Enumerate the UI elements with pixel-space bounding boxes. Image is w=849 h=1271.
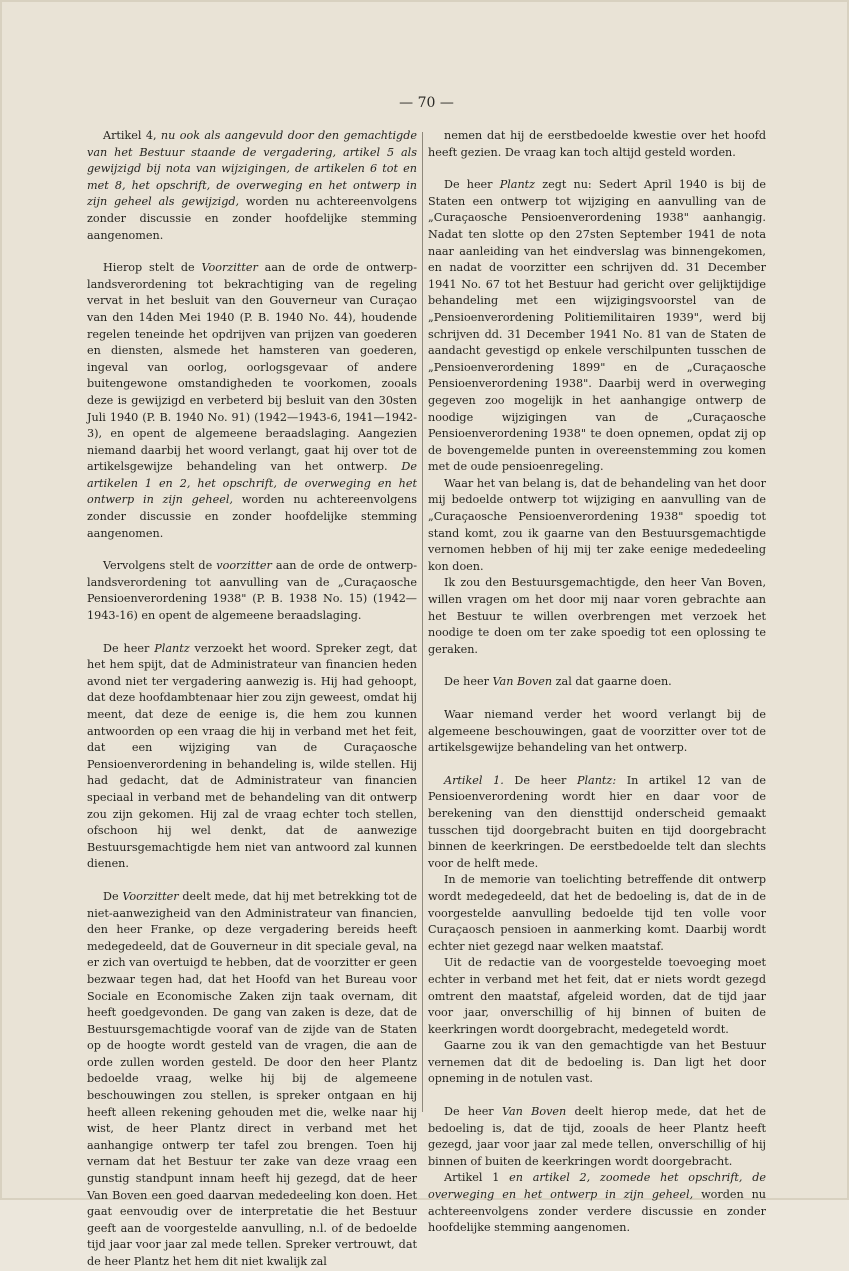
text-run: Waar niemand verder het woord verlangt bij de algemeene beschouwingen, gaat de voorzitter over tot de artikelsgewijze behandeling van het ontwerp. [428,708,766,755]
paragraph [428,872,766,955]
paragraph [428,1104,766,1170]
italic-text: Plantz [499,178,536,192]
text-run: aan de orde de ontwerp-landsverordening tot aanvulling van de „Curaçaosche Pensioenverordening 1938" (P. B. 1938 No. 15) (1942—1943-16) en opent de algemeene beraadslaging. [87,559,418,623]
text-run: verzoekt het woord. Spreker zegt, dat het hem spijt, dat de Administrateur van financien heden avond niet ter vergadering aanwezig is. Hij had gehoopt, dat deze hoofdambtenaar hier zou zijn geweest, omdat hij meent, dat deze de eenige is, die hem zou kunnen antwoorden op een vraag die hij in verband met het feit, dat een wijziging van de Curaçaosche Pensioenverordening in behandeling is, wilde stellen. Hij had gedacht, dat de Administrateur van financien speciaal in verband met de behandeling van dit ontwerp zou zijn gekomen. Hij zal de vraag echter toch stellen, ofschoon hij wel denkt, dat de aanwezige Bestuursgemachtigde hem niet van antwoord zal kunnen dienen. [87,641,417,871]
text-run: Uit de redactie van de voorgestelde toevoeging moet echter in verband met het feit, dat er niets wordt gezegd omtrent den maatstaf, afgeleid worden, dat de tijd jaar voor jaar, onverschillig of hij binnen of buiten de keerkringen wordt doorgebracht, medegeteld wordt. [428,956,766,1036]
italic-text: Van Boven [492,675,553,689]
text-run: deelt mede, dat hij met betrekking tot de niet-aanwezigheid van den Administrateur van financien, den heer Franke, op deze vergadering bereids heeft medegedeeld, dat de Gouverneur in dit speciale geval, na er zich van overtuigd te hebben, dat de voorzitter er geen bezwaar tegen had, dat het Hoofd van het Bureau voor Sociale en Economische Zaken zijn taak overnam, dit heeft goedgevonden. De gang van zaken is deze, dat de Bestuursgemachtigde vooraf van de zijde van de Staten op de hoogte wordt gesteld van de vragen, die aan de orde zullen worden gesteld. De door den heer Plantz bedoelde vraag, welke hij bij de algemeene beschouwingen zou stellen, is spreker ontgaan en hij heeft alleen rekening gehouden met die, welke naar hij wist, de heer Plantz direct in verband met het aanhangige ontwerp ter tafel zou brengen. Toen hij vernam dat het Bestuur ter zake van deze vraag een gunstig standpunt innam heeft hij gezegd, dat de heer Van Boven een goed daarvan mededeeling kon doen. Het gaat eenvoudig over de interpretatie die het Bestuur geeft aan de voorgestelde aanvulling, n.l. of de bedoelde tijd jaar voor jaar zal mede tellen. Spreker vertrouwt, dat de heer Plantz het hem dit niet kwalijk zal [87,889,417,1268]
italic-text: Plantz [154,641,190,655]
text-run: In de memorie van toelichting betreffende dit ontwerp wordt medegedeeld, dat het de bedoeling is, dat de in de voorgestelde aanvulling bedoelde tijd ten volle voor Curaçaosch pensioen in aanmerking komt. Daarbij wordt echter niet gezegd naar welken maatstaf. [428,873,766,953]
italic-text: nu ook als aangevuld door den gemachtigde van het Bestuur staande de vergadering, artikel 5 als gewijzigd bij nota van wijzigingen, de artikelen 6 tot en met 8, het opschrift, de overweging en het ontwerp in zijn geheel als gewijzigd, [87,129,417,209]
italic-text: Artikel 1. [444,773,504,787]
text-run: zal dat gaarne doen. [552,675,672,689]
text-run: De [103,889,123,903]
text-run: Gaarne zou ik van den gemachtigde van het Bestuur vernemen dat dit de bedoeling is. Dan ligt het door opneming in de notulen vast. [428,1039,766,1086]
text-run: De heer [503,773,577,787]
text-run: nemen dat hij de eerstbedoelde kwestie over het hoofd heeft gezien. De vraag kan toch altijd gesteld worden. [428,129,766,159]
text-run: worden nu achtereenvolgens zonder discussie en zonder hoofdelijke stemming aangenomen. [87,195,418,242]
italic-text: Plantz: [576,773,617,787]
paragraph [87,260,417,542]
text-run: Waar het van belang is, dat de behandeling van het door mij bedoelde ontwerp tot wijziging en aanvulling van de „Curaçaosche Pensioenverordening 1938" spoedig tot stand komt, zou ik gaarne van den Bestuursgemachtigde vernomen hebben of hij mij ter zake eenige mededeeling kon doen. [428,476,766,573]
paragraph [428,707,766,757]
page-number: — 70 — [399,95,454,111]
text-run: Ik zou den Bestuursgemachtigde, den heer Van Boven, willen vragen om het door mij naar voren gebrachte aan het Bestuur te willen overbrengen met verzoek het noodige te doen om ter zake spoedig tot een oplossing te geraken. [428,576,766,656]
paragraph [87,641,417,873]
left-column [87,128,417,1271]
text-run: Artikel 4, [103,129,161,142]
text-run: worden nu achtereenvolgens zonder discussie en zonder hoofdelijke stemming aangenomen. [87,493,417,540]
paragraph [428,575,766,658]
italic-text: De artikelen 1 en 2, het opschrift, de overweging en het ontwerp in zijn geheel, [87,460,417,507]
paragraph [428,476,766,576]
paragraph [87,128,417,244]
paragraph [87,889,417,1271]
text-run: worden nu achtereenvolgens zonder verdere discussie en zonder hoofdelijke stemming aangenomen. [428,1188,767,1235]
text-run: Hierop stelt de [103,261,202,275]
paragraph [428,1038,766,1088]
italic-text: Voorzitter [201,261,258,275]
text-run: zegt nu: Sedert April 1940 is bij de Staten een ontwerp tot wijziging en aanvulling van de „Curaçaosche Pensioenverordening 1938" aanhangig. Nadat ten slotte op den 27sten September 1941 de nota naar aanleiding van het eindverslag was binnengekomen, en nadat de voorzitter een schrijven dd. 31 December 1941 No. 67 tot het Bestuur had gericht over gelijktijdige behandeling met een wijzigingsvoorstel van de „Pensioenverordening Politiemilitairen 1939", werd bij schrijven dd. 31 December 1941 No. 81 van de Staten de aandacht gevestigd op enkele verschilpunten tusschen de „Pensioenverordening 1899" en de „Curaçaosche Pensioenverordening 1938". Daarbij werd in overweging gegeven zoo mogelijk in het aanhangige ontwerp de noodige wijzigingen van de „Curaçaosche Pensioenverordening 1938" te doen opnemen, opdat zij op de bovengemelde punten in overeenstemming zou komen met de oude pensioenregeling. [428,178,767,474]
italic-text: en artikel 2, zoomede het opschrift, de overweging en het ontwerp in zijn geheel, [428,1171,766,1202]
right-column [428,128,766,1237]
text-run: De heer [444,1105,502,1119]
paragraph [428,955,766,1038]
text-run: Artikel 1 [444,1171,510,1185]
text-run: De heer [103,641,155,655]
text-run: In artikel 12 van de Pensioenverordening wordt hier en daar voor de berekening van den diensttijd onderscheid gemaakt tusschen tijd doorgebracht buiten en tijd doorgebracht binnen de keerkringen. De eerstbedoelde telt dan slechts voor de helft mede. [428,773,766,870]
text-run: De heer [444,178,500,192]
paragraph [87,558,417,624]
column-divider [422,132,423,1112]
paragraph [428,773,766,873]
text-run: aan de orde de ontwerp-landsverordening tot bekrachtiging van de regeling vervat in het besluit van den Gouverneur van Curaçao van den 14den Mei 1940 (P. B. 1940 No. 44), houdende regelen teneinde het opdrijven van prijzen van goederen en diensten, alsmede het hamsteren van goederen, ingeval van oorlog, oorlogsgevaar of andere buitengewone omstandigheden te voorkomen, zooals deze is gewijzigd en verbeterd bij besluit van den 30sten Juli 1940 (P. B. 1940 No. 91) (1942—1943-6, 1941—1942-3), en opent de algemeene beraadslaging. Aangezien niemand daarbij het woord verlangt, gaat hij over tot de artikelsgewijze behandeling van het ontwerp. [87,261,417,474]
paragraph [428,177,766,476]
paragraph [428,128,766,161]
paragraph [428,674,766,691]
text-run: Vervolgens stelt de [103,559,217,573]
italic-text: Voorzitter [122,889,179,903]
italic-text: voorzitter [216,559,272,573]
text-run: deelt hierop mede, dat het de bedoeling is, dat de tijd, zooals de heer Plantz heeft gezegd, jaar voor jaar zal mede tellen, onverschillig of hij binnen of buiten de keerkringen wordt doorgebracht. [428,1105,767,1168]
text-run: De heer [444,675,493,689]
italic-text: Van Boven [501,1105,567,1119]
paragraph [428,1170,766,1236]
